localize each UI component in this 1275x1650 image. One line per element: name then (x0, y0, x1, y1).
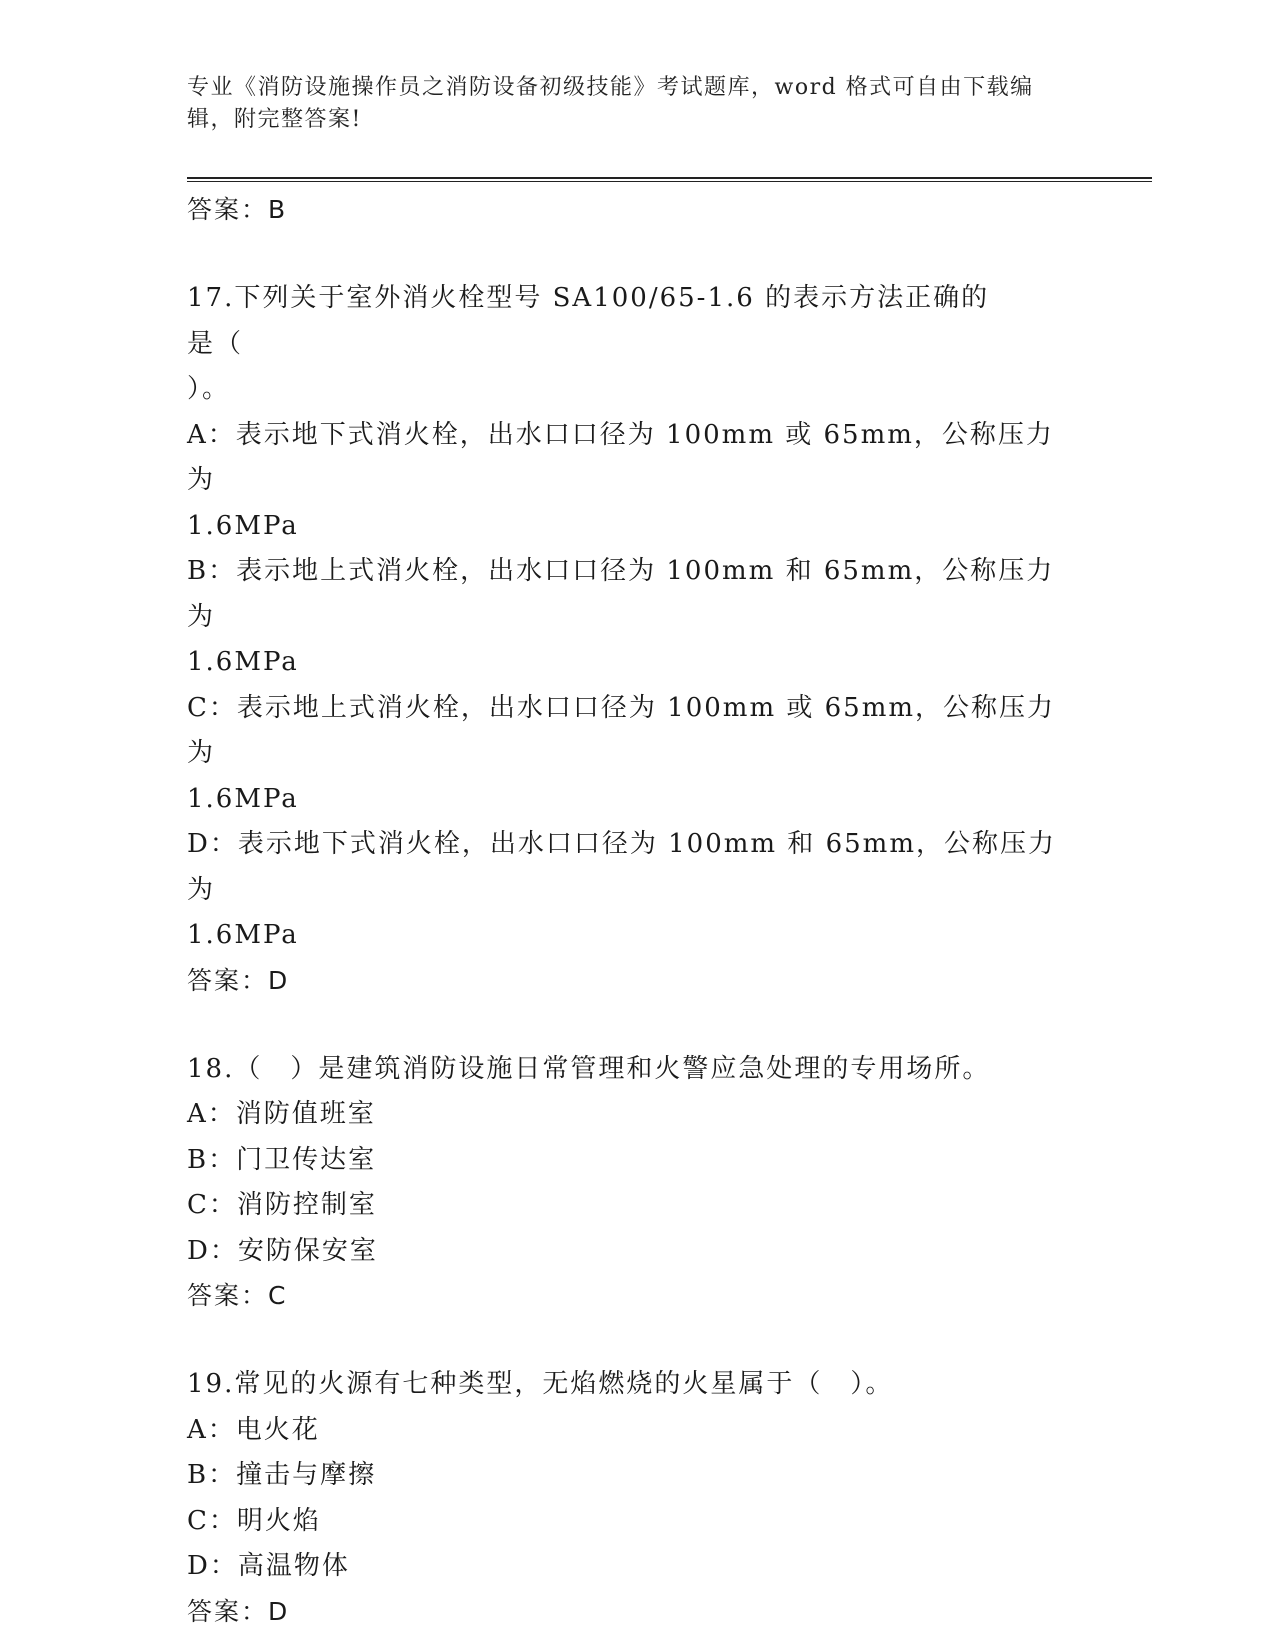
option-c: C：消防控制室 (187, 1190, 377, 1220)
answer-line (187, 959, 1067, 1003)
option-c-continued: 1.6MPa (187, 783, 299, 814)
answer-value: D (268, 965, 290, 995)
answer-value: C (268, 1281, 288, 1310)
option-a: A：表示地下式消火栓，出水口口径为 100mm 或 65mm，公称压力为 (187, 419, 1054, 495)
header-divider (187, 177, 1152, 182)
option-d-continued: 1.6MPa (187, 920, 299, 950)
answer-label: 答案： (187, 195, 269, 224)
question-stem-continued: ）。 (187, 374, 231, 404)
option-a: A：电火花 (187, 1414, 320, 1445)
question-stem: 17.下列关于室外消火栓型号 SA100/65-1.6 的表示方法正确的是（ (187, 283, 990, 359)
question-stem: 19.常见的火源有七种类型，无焰燃烧的火星属于（ ）。 (187, 1369, 894, 1399)
option-b-continued: 1.6MPa (187, 647, 299, 677)
option-b: B：撞击与摩擦 (187, 1460, 377, 1490)
option-d: D：表示地下式消火栓，出水口口径为 100mm 和 65mm，公称压力为 (187, 829, 1056, 905)
answer-label: 答案： (187, 965, 269, 995)
question-stem: 18.（ ）是建筑消防设施日常管理和火警应急处理的专用场所。 (187, 1053, 991, 1084)
question-18 (187, 1047, 1067, 1319)
option-a: A：消防值班室 (187, 1099, 376, 1129)
question-17 (187, 276, 1067, 1003)
page-header (187, 72, 1067, 136)
answer-line (187, 188, 1067, 232)
option-d: D：安防保安室 (187, 1235, 378, 1266)
option-c: C：明火焰 (187, 1505, 321, 1536)
answer-label: 答案： (187, 1281, 269, 1310)
option-a-continued: 1.6MPa (187, 510, 299, 541)
answer-line (187, 1274, 1067, 1318)
option-b: B：表示地上式消火栓，出水口口径为 100mm 和 65mm，公称压力为 (187, 556, 1055, 632)
question-19 (187, 1362, 1067, 1634)
header-line-2: 辑，附完整答案! (187, 107, 362, 132)
document-body (187, 188, 1067, 1634)
answer-value: D (268, 1596, 290, 1626)
header-line-1: 专业《消防设施操作员之消防设备初级技能》考试题库，word 格式可自由下载编 (187, 75, 1034, 100)
option-b: B：门卫传达室 (187, 1144, 377, 1175)
answer-label: 答案： (187, 1596, 269, 1626)
option-d: D：高温物体 (187, 1551, 350, 1581)
option-c: C：表示地上式消火栓，出水口口径为 100mm 或 65mm，公称压力为 (187, 692, 1056, 768)
answer-line (187, 1590, 1067, 1634)
answer-value: B (268, 195, 288, 224)
